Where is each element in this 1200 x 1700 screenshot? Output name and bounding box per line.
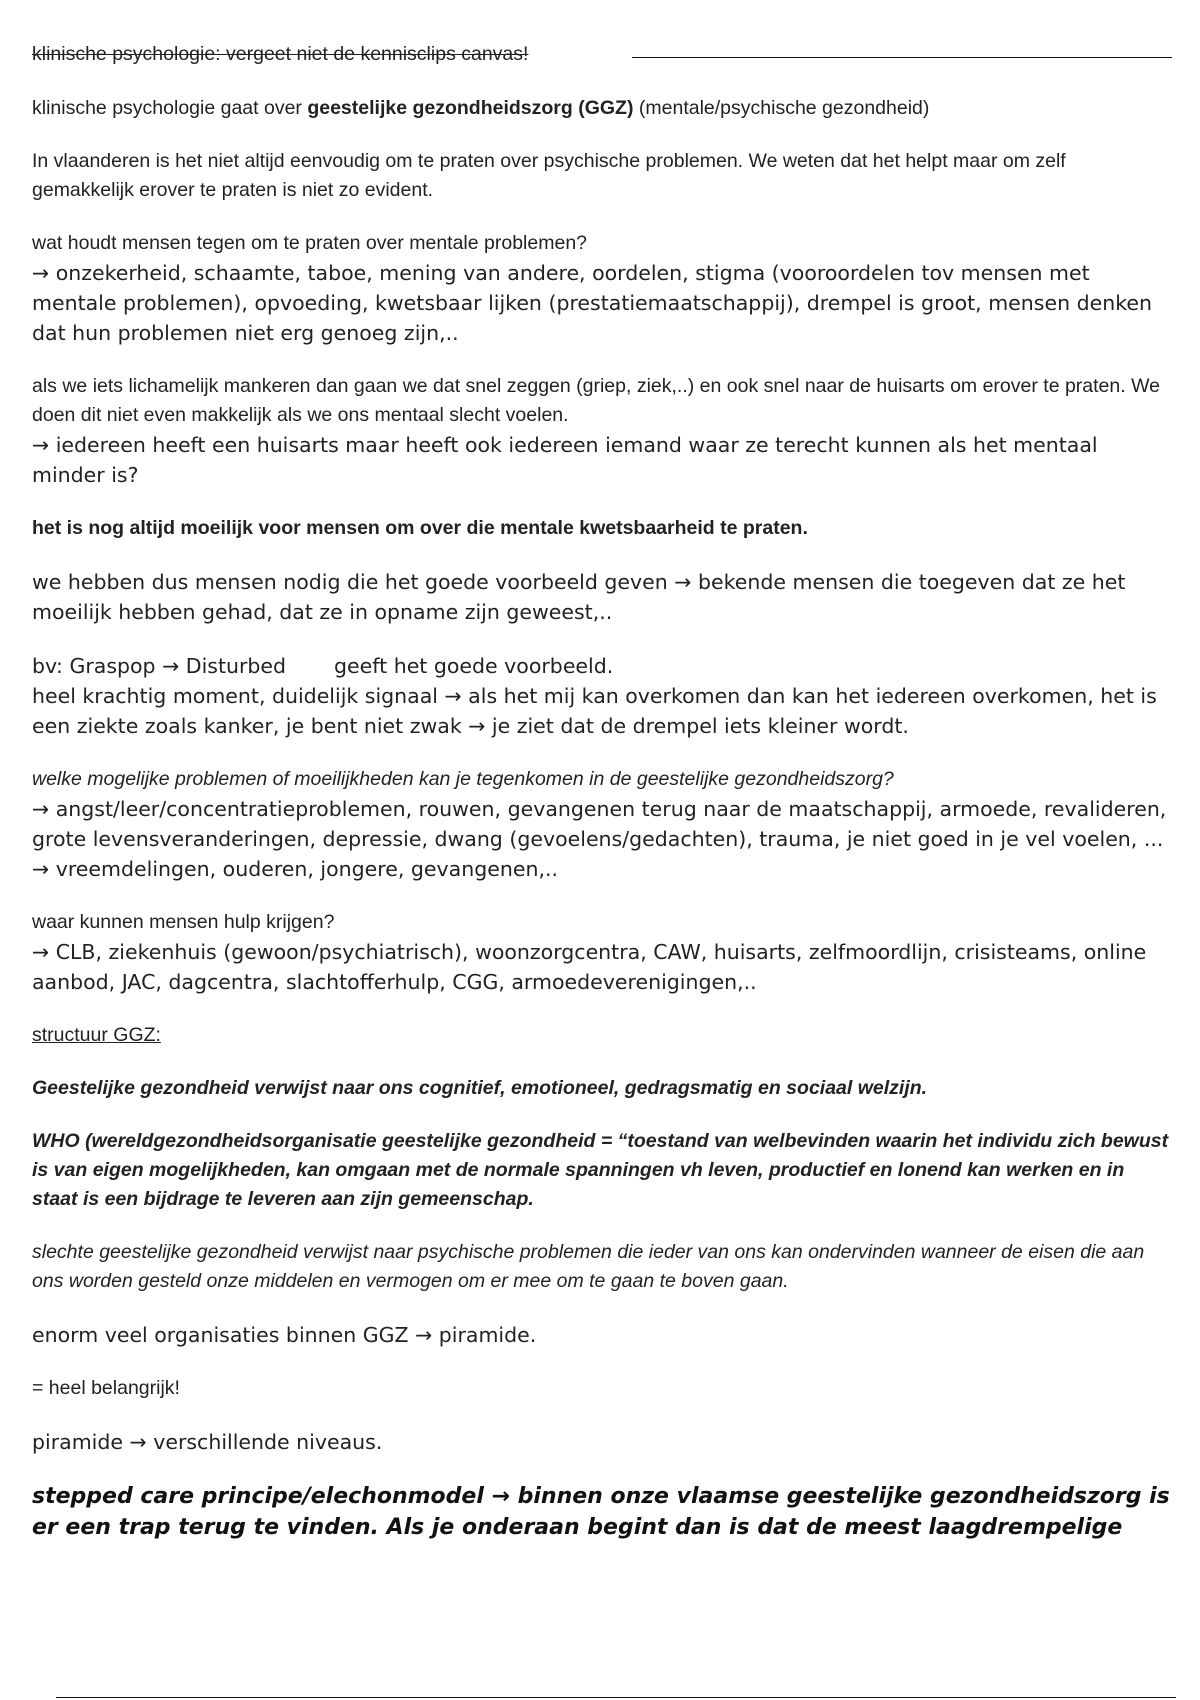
section-heading-structuur: structuur GGZ: bbox=[32, 1024, 161, 1046]
document-page bbox=[32, 40, 1172, 1543]
intro-text-end: (mentale/psychische gezondheid) bbox=[633, 97, 930, 119]
who-definition: WHO (wereldgezondheidsorganisatie geestelijke gezondheid = “toestand van welbevinden waarin het individu zich bewust is van eigen mogelijkheden, kan omgaan met de normale spanningen vh leven, productief en lonend kan werken en in staat is een bijdrage te leveren aan zijn gemeenschap. bbox=[32, 1130, 1169, 1210]
example-left: bv: Graspop → Disturbed bbox=[32, 654, 287, 678]
bottom-rule bbox=[56, 1697, 1176, 1698]
title-rule bbox=[632, 57, 1172, 58]
paragraph-lichamelijk: als we iets lichamelijk mankeren dan gaan we dat snel zeggen (griep, ziek,..) en ook snel naar de huisarts om erover te praten. We doen dit niet even makkelijk als we ons mentaal slecht voelen. bbox=[32, 375, 1160, 426]
question-problemen: welke mogelijke problemen of moeilijkheden kan je tegenkomen in de geestelijke gezondheidszorg? bbox=[32, 768, 894, 790]
document-title: klinische psychologie: vergeet niet de kennisclips canvas! bbox=[32, 43, 529, 65]
title-row bbox=[32, 40, 1172, 70]
stepped-care-paragraph: stepped care principe/elechonmodel → binnen onze vlaamse geestelijke gezondheidszorg is er een trap terug te vinden. Als je onderaan begint dan is dat de meest laagdrempelige bbox=[32, 1484, 1170, 1540]
paragraph-niveaus: piramide → verschillende niveaus. bbox=[32, 1430, 383, 1454]
answer-tegen: → onzekerheid, schaamte, taboe, mening van andere, oordelen, stigma (vooroordelen tov mensen met mentale problemen), opvoeding, kwetsbaar lijken (prestatiemaatschappij), drempel is groot, mensen denken dat hun problemen niet erg genoeg zijn,.. bbox=[32, 261, 1152, 345]
example-line bbox=[32, 651, 1172, 681]
definition-slecht: slechte geestelijke gezondheid verwijst naar psychische problemen die ieder van ons kan ondervinden wanneer de eisen die aan ons worden gesteld onze middelen en vermogen om er mee om te gaan te boven gaan. bbox=[32, 1241, 1145, 1292]
answer-problemen-1: → angst/leer/concentratieproblemen, rouwen, gevangenen terug naar de maatschappij, armoede, revalideren, grote levensveranderingen, depressie, dwang (gevoelens/gedachten), trauma, je niet goed in je vel voelen, ... bbox=[32, 797, 1167, 851]
answer-problemen-2: → vreemdelingen, ouderen, jongere, gevangenen,.. bbox=[32, 857, 558, 881]
paragraph-vlaanderen: In vlaanderen is het niet altijd eenvoudig om te praten over psychische problemen. We weten dat het helpt maar om zelf gemakkelijk erover te praten is niet zo evident. bbox=[32, 150, 1066, 201]
question-tegen: wat houdt mensen tegen om te praten over mentale problemen? bbox=[32, 232, 588, 254]
note-belangrijk: = heel belangrijk! bbox=[32, 1377, 180, 1399]
paragraph-organisaties: enorm veel organisaties binnen GGZ → piramide. bbox=[32, 1323, 537, 1347]
example-right: geeft het goede voorbeeld. bbox=[334, 654, 614, 678]
definition-gezondheid: Geestelijke gezondheid verwijst naar ons cognitief, emotioneel, gedragsmatig en sociaal welzijn. bbox=[32, 1077, 928, 1099]
paragraph-voorbeeld: we hebben dus mensen nodig die het goede voorbeeld geven → bekende mensen die toegeven dat ze het moeilijk hebben gehad, dat ze in opname zijn geweest,.. bbox=[32, 570, 1126, 624]
intro-paragraph bbox=[32, 94, 1172, 123]
intro-bold: geestelijke gezondheidszorg (GGZ) bbox=[307, 97, 634, 119]
intro-text: klinische psychologie gaat over bbox=[32, 97, 308, 119]
paragraph-krachtig: heel krachtig moment, duidelijk signaal → als het mij kan overkomen dan kan het iedereen overkomen, het is een ziekte zoals kanker, je bent niet zwak → je ziet dat de drempel iets kleiner wordt. bbox=[32, 684, 1157, 738]
bold-statement: het is nog altijd moeilijk voor mensen om over die mentale kwetsbaarheid te praten. bbox=[32, 517, 808, 539]
question-hulp: waar kunnen mensen hulp krijgen? bbox=[32, 911, 335, 933]
answer-huisarts: → iedereen heeft een huisarts maar heeft ook iedereen iemand waar ze terecht kunnen als het mentaal minder is? bbox=[32, 433, 1098, 487]
answer-hulp: → CLB, ziekenhuis (gewoon/psychiatrisch), woonzorgcentra, CAW, huisarts, zelfmoordlijn, crisisteams, online aanbod, JAC, dagcentra, slachtofferhulp, CGG, armoedeverenigingen,.. bbox=[32, 940, 1147, 994]
